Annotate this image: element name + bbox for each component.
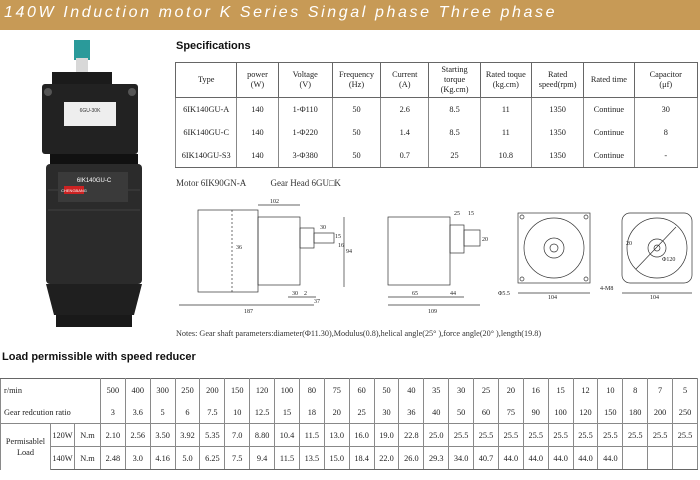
spec-cell: 10.8 [480, 144, 531, 168]
ratio-cell: 60 [474, 401, 499, 424]
spec-cell: 8.5 [429, 121, 480, 144]
ratio-cell: 180 [623, 401, 648, 424]
rmin-cell: 150 [225, 379, 250, 402]
power-120w-label: 120W [50, 424, 74, 447]
ratio-cell: 120 [573, 401, 598, 424]
spec-cell: 140 [237, 121, 278, 144]
load-cell: 26.0 [399, 447, 424, 470]
load-table [0, 378, 698, 470]
ratio-cell: 30 [374, 401, 399, 424]
rmin-cell: 500 [100, 379, 125, 402]
load-cell: 2.48 [100, 447, 125, 470]
load-cell: 10.4 [275, 424, 300, 447]
load-cell: 25.5 [548, 424, 573, 447]
svg-text:CHENGBANG: CHENGBANG [61, 188, 87, 193]
load-cell: 29.3 [424, 447, 449, 470]
load-cell: 16.0 [349, 424, 374, 447]
rmin-cell: 12 [573, 379, 598, 402]
spec-cell: 2.6 [381, 98, 429, 122]
spec-cell: Continue [584, 98, 634, 122]
ratio-cell: 6 [175, 401, 200, 424]
ratio-label: Gear redcution ratio [1, 401, 101, 424]
load-cell: 25.5 [598, 424, 623, 447]
spec-cell: 1350 [531, 121, 583, 144]
load-cell: 2.10 [100, 424, 125, 447]
spec-row [176, 121, 698, 144]
spec-cell: Continue [584, 144, 634, 168]
svg-text:6GU-30K: 6GU-30K [79, 108, 101, 114]
rmin-cell: 30 [449, 379, 474, 402]
dim-label: 187 [244, 309, 253, 315]
ratio-cell: 15 [275, 401, 300, 424]
spec-cell: 6IK140GU-S3 [176, 144, 237, 168]
load-cell: 8.80 [250, 424, 275, 447]
rmin-cell: 400 [125, 379, 150, 402]
rmin-cell: 7 [648, 379, 673, 402]
rmin-cell: 200 [200, 379, 225, 402]
ratio-cell: 150 [598, 401, 623, 424]
spec-header-voltage: Voltage (V) [278, 63, 332, 98]
spec-header-current: Current (A) [381, 63, 429, 98]
load-cell: 22.0 [374, 447, 399, 470]
rmin-cell: 35 [424, 379, 449, 402]
load-cell: 2.56 [125, 424, 150, 447]
load-cell [623, 447, 648, 470]
rmin-cell: 10 [598, 379, 623, 402]
rmin-cell: 80 [299, 379, 324, 402]
dim-label: 104 [548, 295, 557, 301]
spec-row [176, 98, 698, 122]
rmin-label: r/min [1, 379, 101, 402]
load-cell [648, 447, 673, 470]
load-cell: 11.5 [275, 447, 300, 470]
load-cell: 11.5 [299, 424, 324, 447]
spec-cell: 1.4 [381, 121, 429, 144]
rmin-row [1, 379, 698, 402]
rmin-cell: 16 [523, 379, 548, 402]
ratio-cell: 20 [324, 401, 349, 424]
load-cell: 25.5 [673, 424, 698, 447]
rmin-cell: 5 [673, 379, 698, 402]
load-cell: 40.7 [474, 447, 499, 470]
spec-cell: - [634, 144, 697, 168]
dim-label: 109 [428, 309, 437, 315]
load-cell: 44.0 [548, 447, 573, 470]
ratio-cell: 75 [498, 401, 523, 424]
dim-label: 94 [346, 249, 352, 255]
dimension-drawings [176, 195, 698, 320]
title-banner [0, 0, 700, 30]
dim-label: 15 [468, 211, 474, 217]
dim-label: 65 [412, 291, 418, 297]
load-cell: 25.5 [498, 424, 523, 447]
ratio-cell: 250 [673, 401, 698, 424]
spec-cell: 1-Φ110 [278, 98, 332, 122]
spec-cell: 1350 [531, 144, 583, 168]
unit-label: N.m [74, 447, 100, 470]
spec-row [176, 144, 698, 168]
spec-header-frequency: Frequency (Hz) [332, 63, 380, 98]
spec-cell: 6IK140GU-C [176, 121, 237, 144]
ratio-cell: 7.5 [200, 401, 225, 424]
spec-cell: 1-Φ220 [278, 121, 332, 144]
motor-front-view [622, 213, 692, 293]
dim-label: 15 [335, 234, 341, 240]
spec-cell: 50 [332, 98, 380, 122]
spec-header-rated-torque: Rated toque (kg.cm) [480, 63, 531, 98]
rmin-cell: 300 [150, 379, 175, 402]
permissible-load-label: Permisablel Load [1, 424, 51, 470]
load-cell: 44.0 [598, 447, 623, 470]
ratio-cell: 12.5 [250, 401, 275, 424]
rmin-cell: 15 [548, 379, 573, 402]
load-cell: 3.92 [175, 424, 200, 447]
spec-header-rated-time: Rated time [584, 63, 634, 98]
spec-cell: 8.5 [429, 98, 480, 122]
spec-cell: 1350 [531, 98, 583, 122]
dim-label: 104 [650, 295, 659, 301]
spec-cell: 50 [332, 121, 380, 144]
load-cell: 5.35 [200, 424, 225, 447]
spec-cell: 140 [237, 98, 278, 122]
dim-label: 36 [236, 245, 242, 251]
spec-section-title: Specifications [176, 40, 251, 52]
spec-cell: 8 [634, 121, 697, 144]
load-cell: 4.16 [150, 447, 175, 470]
ratio-cell: 5 [150, 401, 175, 424]
load-cell: 18.4 [349, 447, 374, 470]
spec-header-rated-speed: Rated speed(rpm) [531, 63, 583, 98]
spec-cell: 0.7 [381, 144, 429, 168]
power-140w-label: 140W [50, 447, 74, 470]
load-120w-row [1, 424, 698, 447]
ratio-cell: 100 [548, 401, 573, 424]
load-cell: 25.5 [523, 424, 548, 447]
spec-cell: 25 [429, 144, 480, 168]
load-section-title: Load permissible with speed reducer [2, 351, 196, 363]
load-cell: 44.0 [523, 447, 548, 470]
rmin-cell: 50 [374, 379, 399, 402]
rmin-cell: 8 [623, 379, 648, 402]
load-cell: 13.5 [299, 447, 324, 470]
ratio-row [1, 401, 698, 424]
gearhead-front-view [518, 213, 590, 293]
dim-label: 25 [454, 211, 460, 217]
load-cell: 13.0 [324, 424, 349, 447]
load-140w-row [1, 447, 698, 470]
motor-photo [12, 40, 177, 340]
gear-head-model: Gear Head 6GU□K [270, 178, 341, 188]
spec-header-power: power (W) [237, 63, 278, 98]
load-cell: 25.0 [424, 424, 449, 447]
load-cell: 34.0 [449, 447, 474, 470]
load-cell: 3.0 [125, 447, 150, 470]
dim-label: Φ5.5 [498, 291, 510, 297]
gearhead-side-view [388, 217, 480, 305]
svg-text:6IK140GU-C: 6IK140GU-C [76, 178, 112, 184]
ratio-cell: 18 [299, 401, 324, 424]
spec-cell: 11 [480, 98, 531, 122]
load-cell: 25.5 [648, 424, 673, 447]
load-cell [673, 447, 698, 470]
ratio-cell: 40 [424, 401, 449, 424]
ratio-cell: 200 [648, 401, 673, 424]
ratio-cell: 50 [449, 401, 474, 424]
motor-model-line [176, 178, 363, 188]
load-cell: 9.4 [250, 447, 275, 470]
rmin-cell: 120 [250, 379, 275, 402]
gear-shaft-notes: Notes: Gear shaft parameters:diameter(Φ11.30),Modulus(0.8),helical angle(25° ),force angle(20° ),length(19.8) [176, 329, 542, 338]
spec-cell: 11 [480, 121, 531, 144]
spec-cell: 30 [634, 98, 697, 122]
ratio-cell: 36 [399, 401, 424, 424]
spec-cell: 50 [332, 144, 380, 168]
gearhead-label [64, 102, 116, 126]
load-cell: 7.5 [225, 447, 250, 470]
load-cell: 5.0 [175, 447, 200, 470]
ratio-cell: 25 [349, 401, 374, 424]
motor-model: Motor 6IK90GN-A [176, 178, 247, 188]
load-cell: 19.0 [374, 424, 399, 447]
rmin-cell: 40 [399, 379, 424, 402]
dim-label: 2 [304, 291, 307, 297]
dim-label: 102 [270, 199, 279, 205]
load-cell: 44.0 [498, 447, 523, 470]
spec-cell: 3-Φ380 [278, 144, 332, 168]
spec-header-starting-torque: Starting torque (Kg.cm) [429, 63, 480, 98]
unit-label: N.m [74, 424, 100, 447]
dim-label: 4-M8 [600, 286, 614, 292]
motor-side-view [179, 205, 344, 305]
load-cell: 25.5 [573, 424, 598, 447]
load-cell: 25.5 [474, 424, 499, 447]
dim-label: 37 [314, 299, 320, 305]
spec-table [175, 62, 698, 168]
dim-label: 44 [450, 291, 456, 297]
dim-label: 20 [626, 241, 632, 247]
spec-header-row [176, 63, 698, 98]
load-cell: 44.0 [573, 447, 598, 470]
motor-shaft [74, 40, 90, 60]
dim-label: Φ120 [662, 257, 676, 263]
load-cell: 22.8 [399, 424, 424, 447]
dim-label: 30 [320, 225, 326, 231]
spec-cell: 140 [237, 144, 278, 168]
spec-header-type: Type [176, 63, 237, 98]
ratio-cell: 10 [225, 401, 250, 424]
load-cell: 6.25 [200, 447, 225, 470]
load-cell: 25.5 [449, 424, 474, 447]
rmin-cell: 20 [498, 379, 523, 402]
rmin-cell: 75 [324, 379, 349, 402]
rmin-cell: 60 [349, 379, 374, 402]
ratio-cell: 3.6 [125, 401, 150, 424]
load-cell: 3.50 [150, 424, 175, 447]
spec-cell: Continue [584, 121, 634, 144]
load-cell: 15.0 [324, 447, 349, 470]
ratio-cell: 3 [100, 401, 125, 424]
dim-label: 20 [482, 237, 488, 243]
dim-label: 16 [338, 243, 344, 249]
spec-header-capacitor: Capacitor (μf) [634, 63, 697, 98]
rmin-cell: 100 [275, 379, 300, 402]
load-cell: 25.5 [623, 424, 648, 447]
load-cell: 7.0 [225, 424, 250, 447]
ratio-cell: 90 [523, 401, 548, 424]
page-title: 140W Induction motor K Series Singal phase Three phase [4, 4, 558, 21]
rmin-cell: 250 [175, 379, 200, 402]
rmin-cell: 25 [474, 379, 499, 402]
spec-cell: 6IK140GU-A [176, 98, 237, 122]
dim-label: 30 [292, 291, 298, 297]
